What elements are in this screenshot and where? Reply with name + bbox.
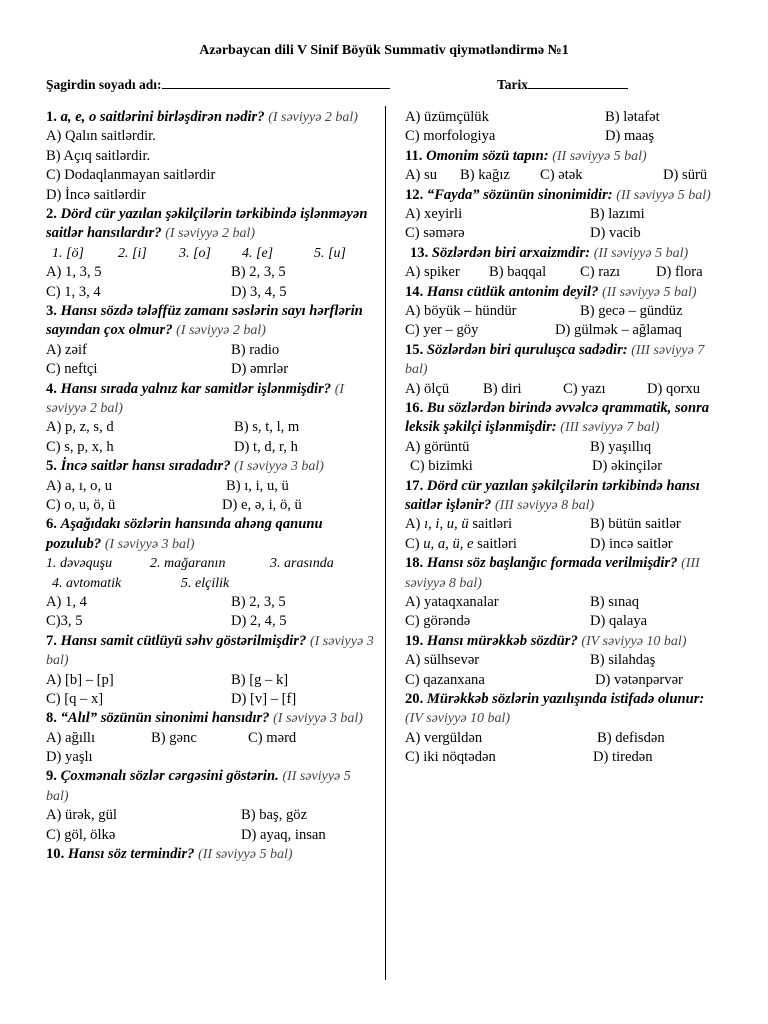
left-column <box>46 108 376 864</box>
option-a[interactable]: A) ağıllı <box>46 729 96 746</box>
question-text: Çoxmənalı sözlər cərgəsini göstərin. <box>60 768 279 785</box>
option-a[interactable]: A) 1, 3, 5 <box>46 264 102 281</box>
question-1: 1. a, e, o saitlərini birləşdirən nədir? (I səviyyə 2 bal) <box>46 109 358 125</box>
option-b[interactable]: B) radio <box>231 341 280 358</box>
question-level: (I səviyyə 3 bal) <box>46 633 374 669</box>
option-a[interactable]: A) vergüldən <box>405 729 483 746</box>
date-label: Tarix <box>497 77 529 92</box>
question-level: (III səviyyə 8 bal) <box>405 556 700 591</box>
option-d[interactable]: D) əkinçilər <box>592 458 663 475</box>
question-level: (II səviyyə 5 bal) <box>593 245 689 261</box>
question-text: Sözlərdən biri quruluşca sadədir: <box>426 341 628 358</box>
question-text: Hansı söz termindir? <box>67 846 195 863</box>
question-text: Hansı sırada yalnız kar samitlər işlənmişdir? <box>60 380 332 397</box>
option-d[interactable]: D) t, d, r, h <box>234 438 298 455</box>
option-d[interactable]: D) tiredən <box>593 749 653 766</box>
question-level: (I səviyyə 3 bal) <box>234 459 324 475</box>
option-b[interactable]: B) [g – k] <box>231 671 289 688</box>
option-c[interactable]: C) bizimki <box>410 458 473 475</box>
question-8: 8. “Alıl” sözünün sinonimi hansıdır? (I səviyyə 3 bal) <box>46 710 363 727</box>
option-a[interactable]: A) ürək, gül <box>46 807 117 824</box>
option-b[interactable]: B) Açıq saitlərdir. <box>46 147 151 164</box>
option-a[interactable]: A) üzümçülük <box>405 109 489 125</box>
question-10: 10. Hansı söz termindir? (II səviyyə 5 bal) <box>46 846 293 863</box>
option-c[interactable]: C) morfologiya <box>405 128 496 145</box>
question-17: 17. Dörd cür yazılan şəkilçilərin tərkibində hansı saitlər işlənir? (III səviyyə 8 bal) <box>405 477 700 513</box>
option-b[interactable]: B) defisdən <box>597 729 665 746</box>
option-c[interactable]: C) qazanxana <box>405 671 485 688</box>
option-c[interactable]: C) görəndə <box>405 613 471 630</box>
option-b[interactable]: B) silahdaş <box>590 652 656 669</box>
option-d[interactable]: D) maaş <box>605 128 655 145</box>
option-a[interactable]: A) spiker <box>405 264 460 281</box>
option-b[interactable]: B) gənc <box>151 729 197 746</box>
option-d[interactable]: D) flora <box>656 264 703 281</box>
option-b[interactable]: B) ı, i, u, ü <box>226 477 289 494</box>
question-text: Hansı cütlük antonim deyil? <box>426 283 599 300</box>
option-d[interactable]: D) yaşlı <box>46 749 93 766</box>
option-a[interactable]: A) yataqxanalar <box>405 593 499 610</box>
option-d[interactable]: D) e, ə, i, ö, ü <box>222 496 302 513</box>
option-b[interactable]: B) lətafət <box>605 109 660 125</box>
option-d[interactable]: D) vətənpərvər <box>595 671 683 688</box>
question-text: Sözlərdən biri arxaizmdir: <box>431 244 591 261</box>
question-level: (I səviyyə 2 bal) <box>46 381 345 416</box>
option-b[interactable]: B) 2, 3, 5 <box>231 264 286 281</box>
option-b[interactable]: B) baqqal <box>489 264 547 281</box>
option-a[interactable]: A) zəif <box>46 341 87 358</box>
question-level: (II səviyyə 5 bal) <box>602 284 697 300</box>
word-list: 4. avtomatik 5. elçilik <box>52 575 230 591</box>
option-c[interactable]: C) [q – x] <box>46 690 104 707</box>
question-14: 14. Hansı cütlük antonim deyil? (II səviyyə 5 bal) <box>405 283 697 300</box>
option-a[interactable]: A) 1, 4 <box>46 593 87 610</box>
question-text: Hansı mürəkkəb sözdür? <box>426 632 578 649</box>
question-13: 13. Sözlərdən biri arxaizmdir: (II səviyyə 5 bal) <box>410 244 689 261</box>
question-level: (I səviyyə 2 bal) <box>268 110 358 125</box>
option-c[interactable]: C) razı <box>580 264 621 281</box>
option-a[interactable]: A) p, z, s, d <box>46 419 114 436</box>
question-text: Bu sözlərdən birində əvvəlcə qrammatik, sonra leksik şəkilçi işlənmişdir: <box>405 399 710 436</box>
option-c[interactable]: C) o, u, ö, ü <box>46 496 116 513</box>
option-d[interactable]: D) əmrlər <box>231 361 289 378</box>
document-title: Azərbaycan dili V Sinif Böyük Summativ qiymətləndirmə №1 <box>199 43 569 58</box>
option-d[interactable]: D) qorxu <box>647 380 701 397</box>
column-divider <box>385 106 386 980</box>
option-d[interactable]: D) İncə saitlərdir <box>46 186 146 203</box>
question-19: 19. Hansı mürəkkəb sözdür? (IV səviyyə 10 bal) <box>405 632 687 649</box>
option-c[interactable]: C) iki nöqtədən <box>405 749 496 766</box>
question-level: (I səviyyə 2 bal) <box>176 323 266 339</box>
question-level: (III səviyyə 7 bal) <box>405 342 705 378</box>
option-a[interactable]: A) böyük – hündür <box>405 302 517 319</box>
option-a[interactable]: A) [b] – [p] <box>46 671 114 688</box>
question-text: Dörd cür yazılan şəkilçilərin tərkibində işlənməyən saitlər hansılardır? <box>46 205 368 242</box>
student-name-label: Şagirdin soyadı adı: <box>46 77 162 92</box>
question-6: 6. Aşağıdakı sözlərin hansında ahəng qanunu pozulub? (I səviyyə 3 bal) <box>46 516 323 552</box>
question-level: (II səviyyə 5 bal) <box>552 148 647 164</box>
option-d[interactable]: D) ayaq, insan <box>241 826 326 843</box>
option-b[interactable]: B) s, t, l, m <box>234 419 300 436</box>
question-11: 11. Omonim sözü tapın: (II səviyyə 5 bal) <box>405 147 647 164</box>
date-field[interactable] <box>497 76 628 93</box>
option-d[interactable]: D) gülmək – ağlamaq <box>555 322 682 339</box>
question-5: 5. İncə saitlər hansı sıradadır? (I səviyyə 3 bal) <box>46 458 324 475</box>
option-a[interactable]: A) xeyirli <box>405 205 463 222</box>
option-b[interactable]: B) 2, 3, 5 <box>231 593 286 610</box>
question-level: (III səviyyə 8 bal) <box>495 497 595 513</box>
option-b[interactable]: B) baş, göz <box>241 807 308 824</box>
question-7: 7. Hansı samit cütlüyü səhv göstərilmişdir? (I səviyyə 3 bal) <box>46 632 374 669</box>
option-b[interactable]: B) bütün saitlər <box>590 516 681 533</box>
question-level: (II səviyyə 5 bal) <box>616 187 711 203</box>
option-b[interactable]: B) gecə – gündüz <box>580 302 683 319</box>
option-d[interactable]: D) vacib <box>590 225 641 242</box>
question-level: (IV səviyyə 10 bal) <box>405 711 511 727</box>
option-c[interactable]: C) ətək <box>540 167 583 184</box>
option-d[interactable]: D) qalaya <box>590 613 648 630</box>
option-c[interactable]: C)3, 5 <box>46 613 83 630</box>
option-a[interactable]: A) sülhsevər <box>405 652 480 669</box>
question-text: İncə saitlər hansı sıradadır? <box>60 458 231 475</box>
option-a[interactable]: A) görüntü <box>405 438 470 455</box>
question-level: (III səviyyə 7 bal) <box>560 420 660 436</box>
option-a[interactable]: A) Qalın saitlərdir. <box>46 128 156 145</box>
question-text: Hansı söz başlanğıc formada verilmişdir? <box>426 555 678 572</box>
student-name-blank[interactable] <box>162 76 390 89</box>
question-level: (IV səviyyə 10 bal) <box>581 633 687 649</box>
option-d[interactable]: D) sürü <box>663 167 708 184</box>
question-text: Hansı sözdə tələffüz zamanı səslərin sayı hərflərin sayından çox olmur? <box>46 302 363 339</box>
student-name-field[interactable] <box>46 76 390 93</box>
question-text: “Alıl” sözünün sinonimi hansıdır? <box>60 710 270 727</box>
question-text: a, e, o saitlərini birləşdirən nədir? <box>60 109 265 125</box>
question-text: “Fayda” sözünün sinonimidir: <box>426 186 613 203</box>
option-c[interactable]: C) s, p, x, h <box>46 438 114 455</box>
option-a[interactable]: A) a, ı, o, u <box>46 477 113 494</box>
option-a[interactable]: A) ölçü <box>405 380 450 397</box>
right-column <box>405 108 725 768</box>
question-18: 18. Hansı söz başlanğıc formada verilmişdir? (III səviyyə 8 bal) <box>405 555 700 591</box>
question-level: (I səviyyə 3 bal) <box>104 536 195 552</box>
question-20: 20. Mürəkkəb sözlərin yazılışında istifadə olunur: (IV səviyyə 10 bal) <box>405 690 705 727</box>
question-text: Mürəkkəb sözlərin yazılışında istifadə olunur: <box>426 690 705 707</box>
question-level: (II səviyyə 5 bal) <box>46 769 351 804</box>
option-b[interactable]: B) diri <box>483 380 522 397</box>
option-b[interactable]: B) kağız <box>460 167 510 184</box>
question-12: 12. “Fayda” sözünün sinonimidir: (II səviyyə 5 bal) <box>405 186 711 203</box>
question-text: Omonim sözü tapın: <box>426 147 549 164</box>
option-b[interactable]: B) yaşıllıq <box>590 438 652 455</box>
option-c[interactable]: C) mərd <box>248 729 297 746</box>
option-d[interactable]: D) 3, 4, 5 <box>231 283 287 300</box>
option-d[interactable]: D) [v] – [f] <box>231 690 297 707</box>
question-15: 15. Sözlərdən biri quruluşca sadədir: (III səviyyə 7 bal) <box>405 341 705 378</box>
question-3: 3. Hansı sözdə tələffüz zamanı səslərin sayı hərflərin sayından çox olmur? (I səviyyə 2 bal) <box>46 302 363 339</box>
option-c[interactable]: C) yazı <box>563 380 606 397</box>
option-a[interactable]: A) ı, i, u, ü saitləri <box>405 516 513 533</box>
sound-list: 1. [ö] 2. [i] 3. [o] 4. [e] 5. [u] <box>52 245 346 261</box>
question-9: 9. Çoxmənalı sözlər cərgəsini göstərin. (II səviyyə 5 bal) <box>46 768 351 804</box>
option-c[interactable]: C) səmərə <box>405 225 465 242</box>
option-c[interactable]: C) neftçi <box>46 361 98 378</box>
option-b[interactable]: B) sınaq <box>590 593 640 610</box>
option-c[interactable]: C) 1, 3, 4 <box>46 283 101 300</box>
question-level: (II səviyyə 5 bal) <box>198 847 293 863</box>
question-2: 2. Dörd cür yazılan şəkilçilərin tərkibində işlənməyən saitlər hansılardır? (I səviyyə 2 bal) <box>46 205 368 242</box>
option-c[interactable]: C) göl, ölkə <box>46 826 116 843</box>
date-blank[interactable] <box>528 76 628 89</box>
option-c[interactable]: C) Dodaqlanmayan saitlərdir <box>46 167 216 184</box>
question-4: 4. Hansı sırada yalnız kar samitlər işlənmişdir? (I səviyyə 2 bal) <box>46 380 345 416</box>
question-text: Hansı samit cütlüyü səhv göstərilmişdir? <box>60 632 307 649</box>
option-c[interactable]: C) yer – göy <box>405 322 479 339</box>
option-a[interactable]: A) su <box>405 167 438 184</box>
option-d[interactable]: D) incə saitlər <box>590 535 673 552</box>
option-d[interactable]: D) 2, 4, 5 <box>231 613 287 630</box>
question-text: Aşağıdakı sözlərin hansında ahəng qanunu pozulub? <box>46 516 323 552</box>
question-level: (I səviyyə 2 bal) <box>165 226 256 242</box>
question-16: 16. Bu sözlərdən birində əvvəlcə qrammatik, sonra leksik şəkilçi işlənmişdir: (III səviyyə 7 bal) <box>405 399 710 436</box>
option-b[interactable]: B) lazımi <box>590 205 645 222</box>
word-list: 1. dəvəquşu 2. mağaranın 3. arasında <box>46 556 334 572</box>
question-text: Dörd cür yazılan şəkilçilərin tərkibində hansı saitlər işlənir? <box>405 477 700 513</box>
question-level: (I səviyyə 3 bal) <box>273 711 363 727</box>
option-c[interactable]: C) u, a, ü, e saitləri <box>405 535 517 552</box>
